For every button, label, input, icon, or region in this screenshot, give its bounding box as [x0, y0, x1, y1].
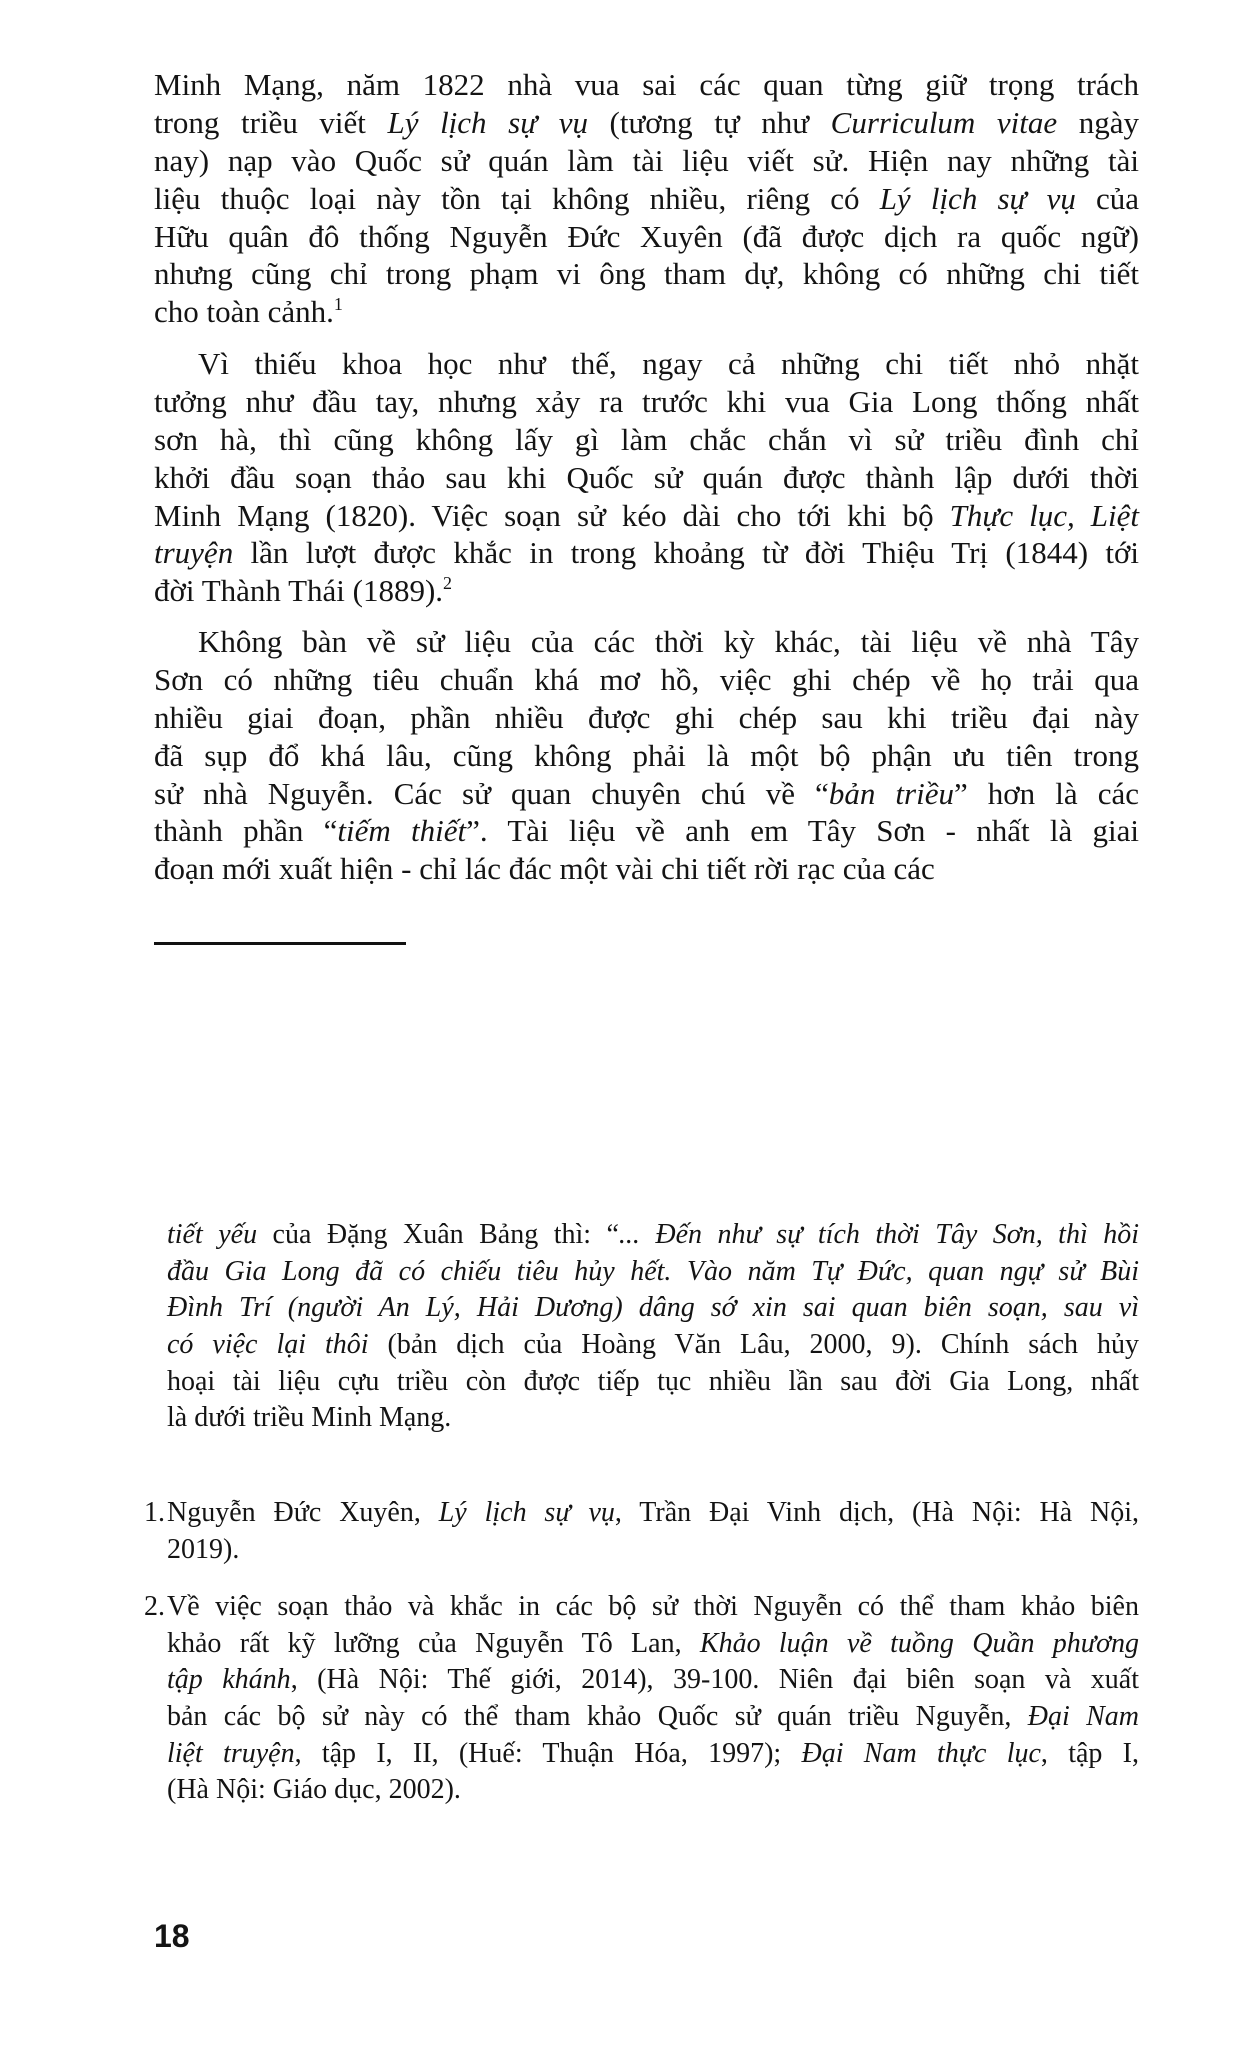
- text-line: [154, 572, 1139, 610]
- footnote-2: [144, 1589, 1139, 1809]
- text-segment: (Hà Nội: Giáo dục, 2002).: [167, 1774, 461, 1806]
- text-line: [154, 66, 1139, 104]
- text-segment: thành phần “: [154, 813, 338, 849]
- italic-text: tiếm thiết: [337, 813, 467, 849]
- text-line: [154, 421, 1139, 459]
- footnote-number: 1.: [144, 1497, 165, 1528]
- text-segment: đã sụp đổ khá lâu, cũng không phải là một bộ phận ưu tiên trong: [154, 737, 1139, 773]
- text-segment: nay) nạp vào Quốc sử quán làm tài liệu viết sử. Hiện nay những tài: [154, 142, 1139, 178]
- text-line: [144, 1772, 1139, 1809]
- italic-text: liệt truyện: [167, 1737, 295, 1769]
- text-line: [144, 1626, 1139, 1663]
- text-line: [154, 623, 1139, 661]
- text-line: [154, 459, 1139, 497]
- text-line: [154, 737, 1139, 775]
- text-line: [154, 255, 1139, 293]
- text-segment: Nguyễn Đức Xuyên,: [167, 1497, 439, 1528]
- italic-text: bản triều: [828, 775, 954, 811]
- text-segment: Minh Mạng (1820). Việc soạn sử kéo dài cho tới khi bộ: [154, 497, 950, 533]
- text-segment: liệu thuộc loại này tồn tại không nhiều, riêng có: [154, 180, 880, 216]
- italic-text: đầu Gia Long đã có chiếu tiêu hủy hết. Vào năm Tự Đức, quan ngự sử Bùi: [167, 1255, 1139, 1287]
- text-line: [154, 345, 1139, 383]
- paragraph-1: [154, 66, 1139, 331]
- footnote-divider: [154, 942, 406, 945]
- text-line: [144, 1254, 1139, 1291]
- text-segment: , tập I,: [1040, 1737, 1140, 1769]
- italic-text: truyện: [154, 535, 234, 571]
- italic-text: Lý lịch sự vụ: [438, 1497, 615, 1528]
- text-line: [154, 218, 1139, 256]
- text-line: [144, 1532, 1139, 1569]
- text-segment: hoại tài liệu cựu triều còn được tiếp tục nhiều lần sau đời Gia Long, nhất: [167, 1365, 1139, 1397]
- text-line: [144, 1290, 1139, 1327]
- text-line: [144, 1736, 1139, 1773]
- text-segment: sơn hà, thì cũng không lấy gì làm chắc chắn vì sử triều đình chỉ: [154, 421, 1139, 457]
- text-line: [154, 383, 1139, 421]
- text-line: [144, 1589, 1139, 1626]
- text-segment: là dưới triều Minh Mạng.: [167, 1402, 452, 1434]
- footnote-number: 2.: [144, 1591, 165, 1622]
- text-line: [154, 661, 1139, 699]
- text-segment: , tập I, II, (Huế: Thuận Hóa, 1997);: [294, 1737, 802, 1769]
- text-segment: ” hơn là các: [953, 775, 1139, 811]
- text-line: [154, 850, 1139, 888]
- italic-text: Đình Trí (người An Lý, Hải Dương) dâng sớ xin sai quan biên soạn, sau vì: [167, 1292, 1139, 1324]
- text-segment: khởi đầu soạn thảo sau khi Quốc sử quán được thành lập dưới thời: [154, 459, 1139, 495]
- text-segment: (tương tự như: [587, 104, 831, 140]
- text-segment: trong triều viết: [154, 104, 388, 140]
- text-segment: 2019).: [167, 1533, 240, 1565]
- text-line: [144, 1495, 1139, 1532]
- italic-text: Lý lịch sự vụ: [387, 104, 588, 140]
- italic-text: tiết yếu: [167, 1219, 258, 1250]
- text-segment: sử nhà Nguyễn. Các sử quan chuyên chú về “: [154, 775, 829, 811]
- text-segment: (bản dịch của Hoàng Văn Lâu, 2000, 9). Chính sách hủy: [368, 1329, 1140, 1361]
- text-segment: nhiều giai đoạn, phần nhiều được ghi chép sau khi triều đại này: [154, 699, 1139, 735]
- text-segment: , Trần Đại Vinh dịch, (Hà Nội: Hà Nội,: [614, 1497, 1139, 1528]
- text-line: [144, 1217, 1139, 1254]
- text-segment: khảo rất kỹ lưỡng của Nguyễn Tô Lan,: [167, 1627, 700, 1659]
- text-line: [144, 1400, 1139, 1437]
- text-line: [154, 142, 1139, 180]
- text-line: [154, 812, 1139, 850]
- text-segment: ngày: [1057, 104, 1139, 140]
- text-line: [144, 1327, 1139, 1364]
- text-segment: đời Thành Thái (1889).: [154, 573, 444, 609]
- text-segment: đoạn mới xuất hiện - chỉ lác đác một vài chi tiết rời rạc của các: [154, 851, 935, 887]
- footnote-reference: 2: [443, 573, 453, 594]
- text-segment: tưởng như đầu tay, nhưng xảy ra trước khi vua Gia Long thống nhất: [154, 383, 1139, 419]
- text-line: [154, 293, 1139, 331]
- page-number: 18: [154, 1918, 190, 1954]
- text-segment: lần lượt được khắc in trong khoảng từ đời Thiệu Trị (1844) tới: [233, 535, 1139, 571]
- text-segment: ”. Tài liệu về anh em Tây Sơn - nhất là giai: [466, 813, 1139, 849]
- footnote-1: [144, 1495, 1139, 1568]
- text-line: [154, 775, 1139, 813]
- text-segment: Minh Mạng, năm 1822 nhà vua sai các quan từng giữ trọng trách: [154, 67, 1139, 102]
- footnote-reference: 1: [333, 294, 343, 315]
- paragraph-2: [154, 345, 1139, 610]
- text-line: [154, 180, 1139, 218]
- italic-text: Thực lục, Liệt: [949, 497, 1139, 533]
- text-segment: của: [1075, 180, 1139, 216]
- paragraph-3: [154, 623, 1139, 888]
- italic-text: Curriculum vitae: [830, 104, 1058, 140]
- text-segment: cho toàn cảnh.: [154, 294, 334, 330]
- italic-text: tập khánh: [167, 1664, 291, 1696]
- text-line: [144, 1364, 1139, 1401]
- text-segment: Vì thiếu khoa học như thế, ngay cả những chi tiết nhỏ nhặt: [198, 346, 1139, 381]
- italic-text: Lý lịch sự vụ: [879, 180, 1076, 216]
- italic-text: Khảo luận về tuồng Quần phương: [699, 1627, 1139, 1659]
- text-segment: của Đặng Xuân Bảng thì: “: [257, 1219, 619, 1250]
- text-segment: Về việc soạn thảo và khắc in các bộ sử thời Nguyễn có thể tham khảo biên: [167, 1591, 1139, 1622]
- text-line: [154, 534, 1139, 572]
- text-segment: bản các bộ sử này có thể tham khảo Quốc sử quán triều Nguyễn,: [167, 1701, 1028, 1733]
- text-line: [144, 1662, 1139, 1699]
- text-segment: Sơn có những tiêu chuẩn khá mơ hồ, việc ghi chép về họ trải qua: [154, 661, 1139, 697]
- footnote-continuation: [144, 1217, 1139, 1437]
- text-segment: , (Hà Nội: Thế giới, 2014), 39-100. Niên đại biên soạn và xuất: [290, 1664, 1139, 1696]
- text-segment: Không bàn về sử liệu của các thời kỳ khác, tài liệu về nhà Tây: [198, 624, 1139, 659]
- text-line: [154, 699, 1139, 737]
- text-line: [144, 1699, 1139, 1736]
- italic-text: ... Đến như sự tích thời Tây Sơn, thì hồi: [618, 1219, 1139, 1250]
- text-line: [154, 104, 1139, 142]
- italic-text: Đại Nam thực lục: [801, 1737, 1041, 1769]
- text-segment: Hữu quân đô thống Nguyễn Đức Xuyên (đã được dịch ra quốc ngữ): [154, 218, 1139, 254]
- text-line: [154, 497, 1139, 535]
- italic-text: Đại Nam: [1027, 1701, 1139, 1733]
- italic-text: có việc lại thôi: [167, 1329, 369, 1361]
- text-segment: nhưng cũng chỉ trong phạm vi ông tham dự, không có những chi tiết: [154, 256, 1139, 292]
